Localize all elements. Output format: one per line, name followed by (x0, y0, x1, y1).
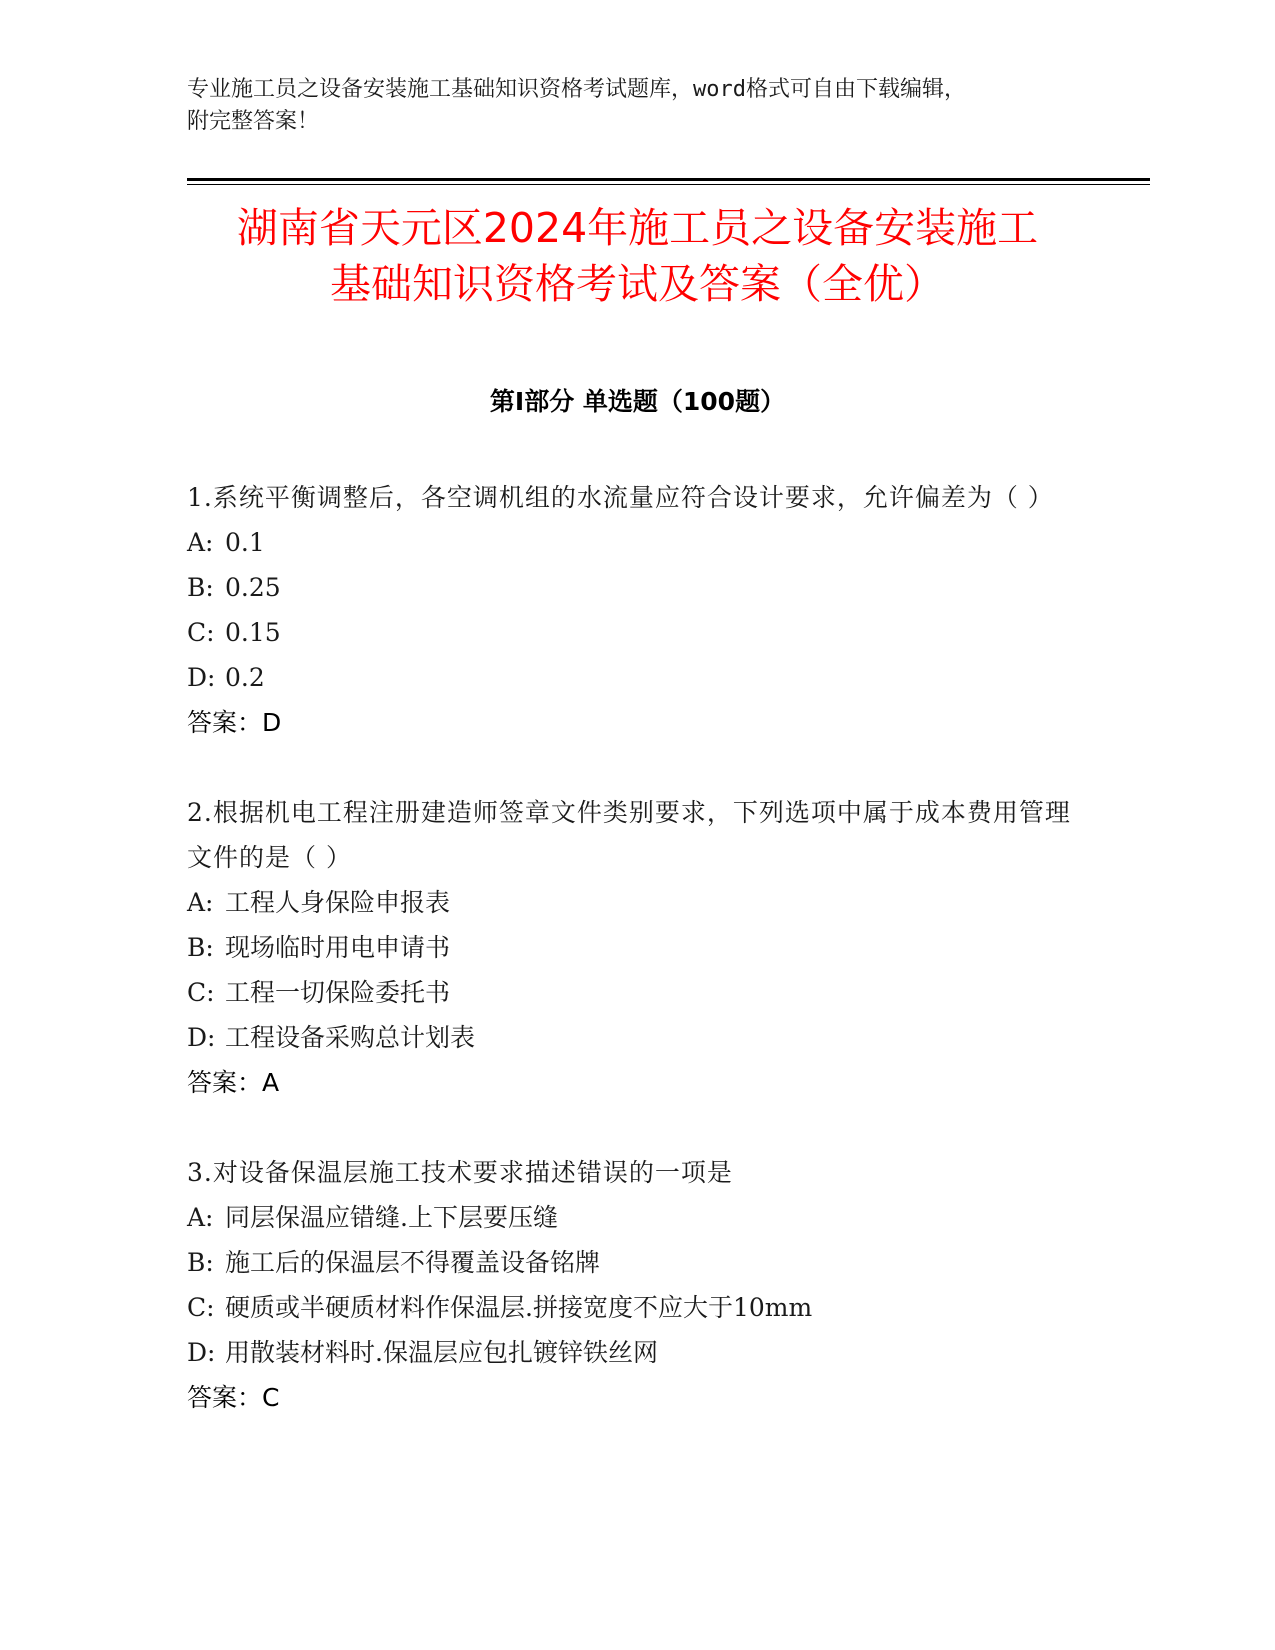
option-key: A: (187, 528, 214, 557)
option-text: 0.2 (225, 663, 265, 692)
option-a (187, 1195, 1087, 1240)
option-c (187, 1285, 1087, 1330)
question-3 (187, 1150, 1087, 1420)
answer: 答案：C (187, 1383, 280, 1412)
option-b (187, 565, 1087, 610)
option-text: 同层保温应错缝.上下层要压缝 (225, 1203, 558, 1232)
option-c (187, 610, 1087, 655)
option-d (187, 655, 1087, 700)
answer: 答案：A (187, 1068, 280, 1097)
document-title-line1: 湖南省天元区2024年施工员之设备安装施工 (236, 204, 1039, 252)
option-text: 工程设备采购总计划表 (225, 1023, 476, 1052)
option-key: C: (187, 1293, 215, 1322)
question-stem: 1.系统平衡调整后，各空调机组的水流量应符合设计要求，允许偏差为（ ） (187, 483, 1054, 512)
section-title: 第Ⅰ部分 单选题（100题） (489, 387, 786, 416)
option-b (187, 925, 1087, 970)
option-text: 0.15 (225, 618, 281, 647)
option-d (187, 1330, 1087, 1375)
option-key: A: (187, 1203, 214, 1232)
question-1 (187, 475, 1087, 745)
option-d (187, 1015, 1087, 1060)
option-text: 工程人身保险申报表 (225, 888, 451, 917)
option-text: 用散装材料时.保温层应包扎镀锌铁丝网 (225, 1338, 658, 1367)
option-text: 施工后的保温层不得覆盖设备铭牌 (225, 1248, 601, 1277)
option-text: 0.25 (225, 573, 281, 602)
option-key: D: (187, 663, 216, 692)
option-key: A: (187, 888, 214, 917)
option-text: 0.1 (225, 528, 265, 557)
option-key: D: (187, 1023, 216, 1052)
option-key: D: (187, 1338, 216, 1367)
answer: 答案：D (187, 708, 282, 737)
header-divider-thin (187, 184, 1150, 185)
option-b (187, 1240, 1087, 1285)
option-key: C: (187, 978, 215, 1007)
option-text: 现场临时用电申请书 (225, 933, 451, 962)
option-text: 硬质或半硬质材料作保温层.拼接宽度不应大于10mm (225, 1293, 813, 1322)
option-a (187, 520, 1087, 565)
document-title-line2: 基础知识资格考试及答案（全优） (330, 260, 945, 308)
header-divider-thick (187, 178, 1150, 181)
option-key: C: (187, 618, 215, 647)
option-a (187, 880, 1087, 925)
option-key: B: (187, 1248, 214, 1277)
header-note-line1: 专业施工员之设备安装施工基础知识资格考试题库，word格式可自由下载编辑， (187, 77, 966, 102)
option-key: B: (187, 933, 214, 962)
question-stem: 3.对设备保温层施工技术要求描述错误的一项是 (187, 1158, 733, 1187)
document-title (0, 200, 1275, 312)
option-c (187, 970, 1087, 1015)
header-note (187, 74, 1097, 138)
header-note-line2: 附完整答案！ (187, 109, 320, 134)
question-list (187, 475, 1087, 1465)
option-key: B: (187, 573, 214, 602)
question-stem: 2.根据机电工程注册建造师签章文件类别要求，下列选项中属于成本费用管理文件的是（ ） (187, 798, 1071, 872)
option-text: 工程一切保险委托书 (225, 978, 451, 1007)
question-2 (187, 790, 1087, 1105)
